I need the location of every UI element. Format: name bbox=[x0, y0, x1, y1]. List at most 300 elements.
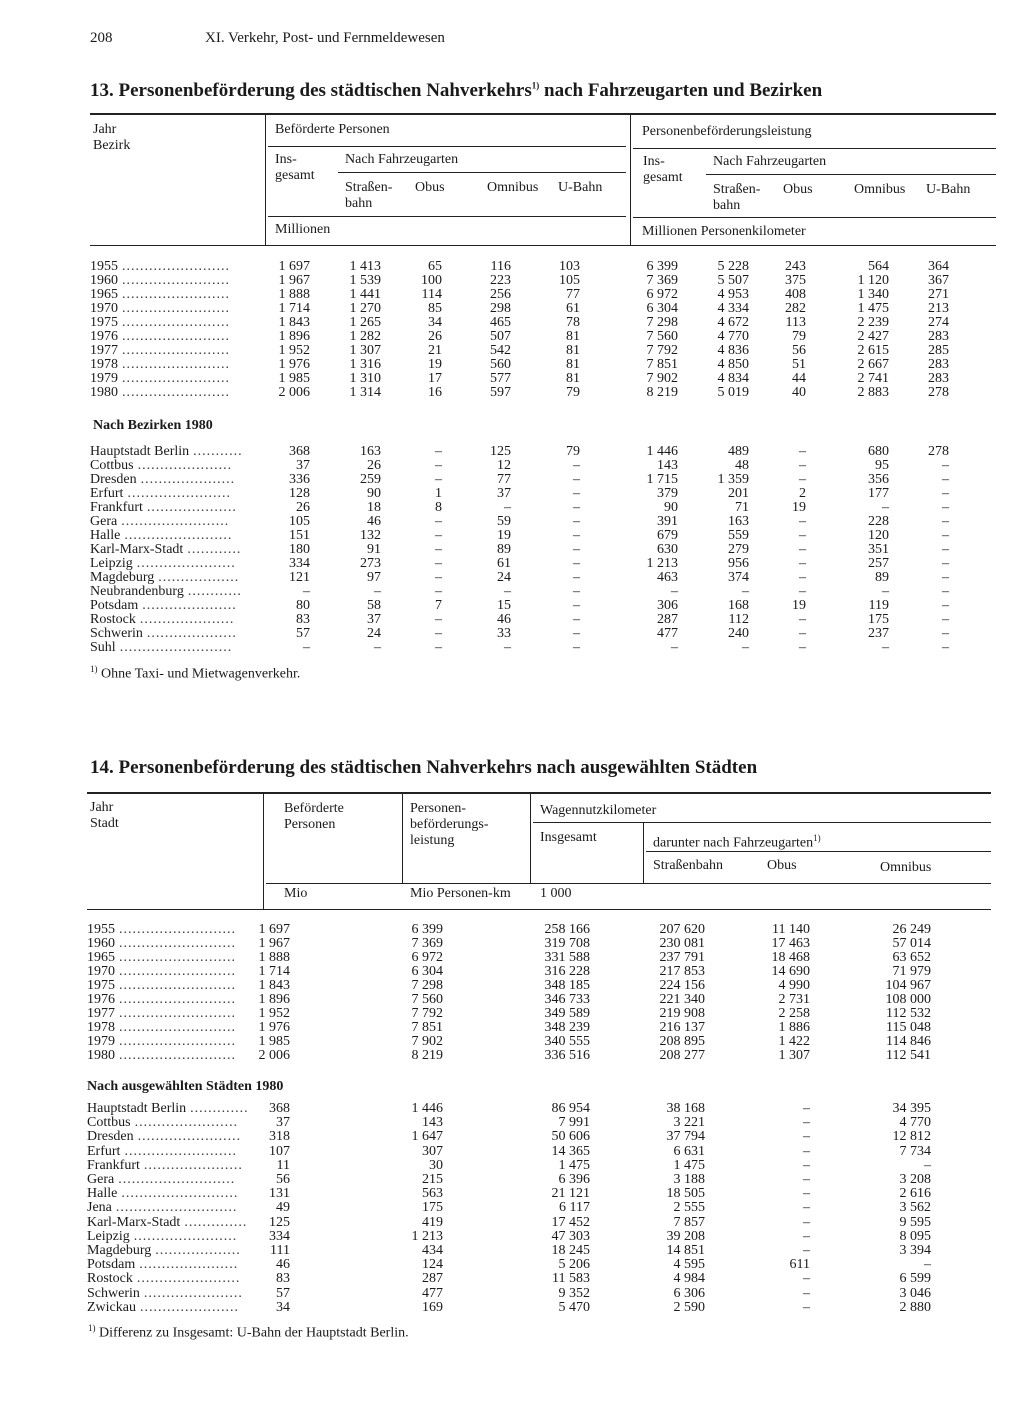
table13-year-cell: 560 bbox=[490, 357, 511, 372]
table13-year-cell: 282 bbox=[785, 301, 806, 316]
table14-city-cell: – bbox=[803, 1129, 810, 1145]
table13-district-cell: 120 bbox=[868, 528, 889, 543]
table13-district-cell: – bbox=[799, 612, 806, 627]
table14-year-cell: 224 156 bbox=[659, 978, 705, 993]
table14-city-row bbox=[0, 1272, 1000, 1286]
table14-city-stub: Leipzig bbox=[87, 1228, 130, 1244]
table14-darunter-rule bbox=[646, 851, 991, 852]
table14-year-cell: 349 589 bbox=[544, 1006, 590, 1021]
table13-district-row bbox=[0, 445, 1000, 459]
table13-insg1: Ins- gesamt bbox=[275, 152, 315, 183]
table14-year-cell: 2 006 bbox=[258, 1048, 290, 1063]
table14-year-cell: 237 791 bbox=[659, 950, 705, 965]
table14-city-cell: – bbox=[803, 1228, 810, 1244]
table13-district-cell: 58 bbox=[367, 598, 381, 613]
table13-district-cell: 477 bbox=[657, 626, 678, 641]
table14-city-cell: 46 bbox=[276, 1257, 290, 1273]
table13-year-cell: 367 bbox=[928, 273, 949, 288]
table13-district-cell: 237 bbox=[868, 626, 889, 641]
table13-district-cell: 105 bbox=[289, 514, 310, 529]
leader-dots: .......................... bbox=[119, 1006, 236, 1021]
table13-head-bottom-rule bbox=[90, 245, 996, 246]
table14-year-cell: 63 652 bbox=[892, 950, 931, 965]
table13-district-cell: 679 bbox=[657, 528, 678, 543]
leader-dots: ....................... bbox=[134, 1115, 239, 1131]
leader-dots: ....................... bbox=[137, 1129, 242, 1145]
table14-year-stub: 1978 bbox=[87, 1020, 115, 1035]
table13-district-cell: 1 213 bbox=[646, 556, 678, 571]
table14-col-omnibus: Omnibus bbox=[880, 860, 932, 875]
table13-year-stub: 1960 bbox=[90, 273, 118, 288]
table14-city-cell: 14 365 bbox=[551, 1143, 590, 1159]
table13-year-row bbox=[0, 372, 1000, 386]
table13-district-stub: Schwerin bbox=[90, 626, 143, 641]
table14-year-cell: 1 422 bbox=[778, 1034, 810, 1049]
table13-year-cell: 1 270 bbox=[349, 301, 381, 316]
table14-city-cell: 287 bbox=[422, 1271, 443, 1287]
table13-obus2: Obus bbox=[783, 182, 813, 197]
table13-district-cell: 257 bbox=[868, 556, 889, 571]
table14-city-cell: 7 991 bbox=[558, 1115, 590, 1131]
table13-unit2: Millionen Personenkilometer bbox=[642, 224, 806, 239]
table14-city-stub: Potsdam bbox=[87, 1257, 136, 1273]
table13-district-cell: 228 bbox=[868, 514, 889, 529]
table14-unit-rule bbox=[266, 883, 991, 884]
table13-year-cell: 283 bbox=[928, 329, 949, 344]
table14-city-cell: – bbox=[803, 1157, 810, 1173]
table14-city-cell: 318 bbox=[269, 1129, 290, 1145]
table14-year-cell: 331 588 bbox=[544, 950, 590, 965]
table13-year-cell: 17 bbox=[428, 371, 442, 386]
leader-dots: .......................... bbox=[119, 922, 236, 937]
table13-district-cell: 163 bbox=[360, 444, 381, 459]
table14-city-cell: 4 984 bbox=[673, 1271, 705, 1287]
table13-ubahn2: U-Bahn bbox=[926, 182, 971, 197]
table14-city-cell: – bbox=[803, 1101, 810, 1116]
table14-city-cell: 131 bbox=[269, 1186, 290, 1202]
table13-year-cell: 4 334 bbox=[717, 301, 749, 316]
table13-year-cell: 1 316 bbox=[349, 357, 381, 372]
table13-year-row bbox=[0, 316, 1000, 330]
table13-year-row bbox=[0, 344, 1000, 358]
table13-district-stub: Frankfurt bbox=[90, 500, 143, 515]
table13-year-stub: 1975 bbox=[90, 315, 118, 330]
table13-year-cell: 100 bbox=[421, 273, 442, 288]
table13-district-cell: 287 bbox=[657, 612, 678, 627]
table14-city-cell: 563 bbox=[422, 1186, 443, 1202]
table13-district-cell: 12 bbox=[497, 458, 511, 473]
table13-district-cell: 33 bbox=[497, 626, 511, 641]
table13-nach2: Nach Fahrzeugarten bbox=[713, 154, 827, 169]
leader-dots: ........... bbox=[193, 444, 243, 459]
table13-district-row bbox=[0, 613, 1000, 627]
table13-year-cell: 507 bbox=[490, 329, 511, 344]
table13-district-cell: – bbox=[799, 528, 806, 543]
table13-district-cell: 19 bbox=[792, 598, 806, 613]
table13-year-cell: 1 896 bbox=[278, 329, 310, 344]
table13-year-cell: 2 239 bbox=[857, 315, 889, 330]
table13-district-cell: – bbox=[799, 626, 806, 641]
table13-year-cell: 1 714 bbox=[278, 301, 310, 316]
table13-unit1: Millionen bbox=[275, 222, 331, 237]
table14-city-cell: – bbox=[803, 1271, 810, 1287]
table13-district-cell: – bbox=[942, 640, 949, 655]
table14-city-row bbox=[0, 1145, 1000, 1159]
table13-district-cell: – bbox=[942, 612, 949, 627]
table13-year-cell: 7 369 bbox=[646, 273, 678, 288]
table14-unit3: 1 000 bbox=[540, 886, 572, 901]
table13-district-cell: 391 bbox=[657, 514, 678, 529]
table13-year-cell: 6 304 bbox=[646, 301, 678, 316]
table13-year-cell: 61 bbox=[566, 301, 580, 316]
table13-nach2-rule bbox=[706, 174, 996, 175]
table13-district-cell: – bbox=[573, 472, 580, 487]
table13-district-cell: 57 bbox=[296, 626, 310, 641]
table14-year-row bbox=[0, 937, 1000, 951]
table13-district-cell: – bbox=[435, 584, 442, 599]
leader-dots: ............ bbox=[187, 542, 242, 557]
table14-city-cell: – bbox=[803, 1285, 810, 1301]
table13-district-row bbox=[0, 473, 1000, 487]
table13-district-cell: – bbox=[573, 500, 580, 515]
table14-year-cell: 1 697 bbox=[258, 922, 290, 937]
table14-city-row bbox=[0, 1258, 1000, 1272]
table14-city-stub: Karl-Marx-Stadt bbox=[87, 1214, 181, 1230]
table13-year-cell: 1 697 bbox=[278, 259, 310, 274]
leader-dots: ........................ bbox=[122, 357, 230, 372]
table13-district-cell: – bbox=[671, 640, 678, 655]
table14-year-stub: 1965 bbox=[87, 950, 115, 965]
table13-year-cell: 1 475 bbox=[857, 301, 889, 316]
table13-district-cell: 26 bbox=[367, 458, 381, 473]
table13-district-cell: 630 bbox=[657, 542, 678, 557]
table13-district-cell: – bbox=[435, 472, 442, 487]
table14-city-cell: 30 bbox=[429, 1157, 443, 1173]
leader-dots: ...................... bbox=[143, 1285, 243, 1301]
table13-district-cell: – bbox=[799, 472, 806, 487]
table14-city-cell: 2 616 bbox=[899, 1186, 931, 1202]
table13-district-cell: 680 bbox=[868, 444, 889, 459]
table14-year-cell: 336 516 bbox=[544, 1048, 590, 1063]
table13-district-cell: 71 bbox=[735, 500, 749, 515]
table13-district-stub: Erfurt bbox=[90, 486, 124, 501]
table13-district-cell: – bbox=[573, 612, 580, 627]
table14-city-cell: 368 bbox=[269, 1101, 290, 1116]
table14-head-bottom-rule bbox=[87, 909, 991, 910]
leader-dots: .................. bbox=[158, 570, 240, 585]
table14-city-cell: – bbox=[803, 1115, 810, 1131]
table14-city-cell: – bbox=[924, 1257, 931, 1273]
table13-district-cell: – bbox=[942, 486, 949, 501]
table14-city-stub: Rostock bbox=[87, 1271, 133, 1287]
table13-district-row bbox=[0, 627, 1000, 641]
table14-city-cell: 1 475 bbox=[558, 1157, 590, 1173]
table13-district-cell: – bbox=[504, 640, 511, 655]
table14-year-row bbox=[0, 993, 1000, 1007]
table13-year-cell: 21 bbox=[428, 343, 442, 358]
leader-dots: ..................... bbox=[137, 458, 233, 473]
table13-district-cell: – bbox=[799, 570, 806, 585]
table14-year-cell: 217 853 bbox=[659, 964, 705, 979]
table13-year-cell: 364 bbox=[928, 259, 949, 274]
table14-city-cell: – bbox=[803, 1172, 810, 1187]
table14-year-cell: 112 532 bbox=[886, 1006, 931, 1021]
table13-district-cell: – bbox=[573, 514, 580, 529]
table13-year-cell: 1 282 bbox=[349, 329, 381, 344]
table14-city-cell: 3 221 bbox=[673, 1115, 705, 1131]
table14-year-cell: 7 298 bbox=[411, 978, 443, 993]
table14-footnote: $^{1)}$ Differenz zu Insgesamt: U-Bahn der Hauptstadt Berlin. bbox=[88, 1323, 409, 1341]
table13-district-cell: 559 bbox=[728, 528, 749, 543]
table14-year-cell: 1 843 bbox=[258, 978, 290, 993]
table13-year-cell: 34 bbox=[428, 315, 442, 330]
table13-district-cell: – bbox=[942, 626, 949, 641]
leader-dots: .......................... bbox=[119, 936, 236, 951]
leader-dots: ........................ bbox=[122, 287, 230, 302]
table14-city-cell: 34 395 bbox=[892, 1101, 931, 1116]
table14-title: 14. Personenbeförderung des städtischen Nahverkehrs nach ausgewählten Städten bbox=[90, 757, 758, 778]
table13-year-cell: 40 bbox=[792, 385, 806, 400]
table13-year-cell: 4 770 bbox=[717, 329, 749, 344]
table14-stub-head: Jahr Stadt bbox=[90, 800, 119, 831]
table13-district-cell: – bbox=[742, 584, 749, 599]
table14-city-cell: 477 bbox=[422, 1285, 443, 1301]
leader-dots: ............. bbox=[190, 1101, 249, 1116]
table13-district-cell: – bbox=[435, 542, 442, 557]
table13-year-cell: 1 307 bbox=[349, 343, 381, 358]
table13-district-cell: 163 bbox=[728, 514, 749, 529]
table14-year-cell: 348 239 bbox=[544, 1020, 590, 1035]
table13-district-cell: – bbox=[799, 514, 806, 529]
table13-district-cell: 1 359 bbox=[717, 472, 749, 487]
table13-year-cell: 103 bbox=[559, 259, 580, 274]
table14-city-row bbox=[0, 1201, 1000, 1215]
table13-year-cell: 7 560 bbox=[646, 329, 678, 344]
table13-district-cell: 61 bbox=[497, 556, 511, 571]
table13-year-cell: 79 bbox=[792, 329, 806, 344]
table13-district-cell: 24 bbox=[497, 570, 511, 585]
table13-year-cell: 114 bbox=[421, 287, 442, 302]
table14-year-cell: 2 731 bbox=[778, 992, 810, 1007]
table13-district-cell: 95 bbox=[875, 458, 889, 473]
table13-year-cell: 283 bbox=[928, 357, 949, 372]
table14-year-cell: 1 967 bbox=[258, 936, 290, 951]
table13-district-cell: 37 bbox=[497, 486, 511, 501]
table13-year-cell: 6 399 bbox=[646, 259, 678, 274]
leader-dots: ........................ bbox=[124, 528, 233, 543]
table13-district-cell: – bbox=[942, 458, 949, 473]
table13-district-cell: 356 bbox=[868, 472, 889, 487]
table13-year-cell: 1 952 bbox=[278, 343, 310, 358]
table14-year-cell: 258 166 bbox=[544, 922, 590, 937]
table13-year-cell: 1 314 bbox=[349, 385, 381, 400]
table14-year-cell: 340 555 bbox=[544, 1034, 590, 1049]
table13-district-cell: – bbox=[882, 640, 889, 655]
table14-city-cell: 107 bbox=[269, 1143, 290, 1159]
table13-district-cell: – bbox=[799, 458, 806, 473]
table13-district-cell: 79 bbox=[566, 444, 580, 459]
leader-dots: .......................... bbox=[119, 992, 236, 1007]
table13-district-stub: Karl-Marx-Stadt bbox=[90, 542, 184, 557]
table14-year-cell: 219 908 bbox=[659, 1006, 705, 1021]
table13-district-cell: – bbox=[573, 598, 580, 613]
leader-dots: .................... bbox=[146, 500, 237, 515]
table14-city-stub: Frankfurt bbox=[87, 1157, 140, 1173]
table13-year-cell: 2 006 bbox=[278, 385, 310, 400]
table14-city-cell: 50 606 bbox=[551, 1129, 590, 1145]
table14-city-row bbox=[0, 1216, 1000, 1230]
table13-strab1: Straßen- bahn bbox=[345, 180, 393, 211]
table14-year-stub: 1979 bbox=[87, 1034, 115, 1049]
table14-city-row bbox=[0, 1116, 1000, 1130]
table13-district-cell: – bbox=[882, 584, 889, 599]
table13-district-cell: – bbox=[435, 612, 442, 627]
table13-year-cell: 6 972 bbox=[646, 287, 678, 302]
table14-city-stub: Zwickau bbox=[87, 1299, 136, 1315]
table14-city-cell: 37 794 bbox=[666, 1129, 705, 1145]
table13-district-row bbox=[0, 641, 1000, 655]
table14-city-cell: 3 046 bbox=[899, 1285, 931, 1301]
table14-city-stub: Hauptstadt Berlin bbox=[87, 1101, 187, 1116]
table13-unit2-rule bbox=[633, 217, 996, 218]
table13-year-cell: 1 265 bbox=[349, 315, 381, 330]
leader-dots: ........................ bbox=[122, 259, 230, 274]
table14-city-row bbox=[0, 1301, 1000, 1315]
table14-city-row bbox=[0, 1102, 1000, 1116]
table13-year-stub: 1978 bbox=[90, 357, 118, 372]
table13-district-cell: 273 bbox=[360, 556, 381, 571]
table13-year-cell: 5 507 bbox=[717, 273, 749, 288]
table14-city-cell: 4 595 bbox=[673, 1257, 705, 1273]
table14-year-stub: 1976 bbox=[87, 992, 115, 1007]
table13-district-cell: – bbox=[374, 640, 381, 655]
table14-year-cell: 208 895 bbox=[659, 1034, 705, 1049]
table13-year-cell: 1 441 bbox=[349, 287, 381, 302]
table14-city-stub: Erfurt bbox=[87, 1143, 121, 1159]
table13-year-cell: 285 bbox=[928, 343, 949, 358]
table13-year-stub: 1977 bbox=[90, 343, 118, 358]
table13-year-cell: 2 615 bbox=[857, 343, 889, 358]
table13-district-cell: – bbox=[573, 486, 580, 501]
table13-district-cell: 1 715 bbox=[646, 472, 678, 487]
table13-year-cell: 2 883 bbox=[857, 385, 889, 400]
table14-city-stub: Dresden bbox=[87, 1129, 134, 1145]
table13-district-cell: – bbox=[942, 570, 949, 585]
table13-district-cell: – bbox=[799, 444, 806, 459]
table13-district-stub: Hauptstadt Berlin bbox=[90, 444, 190, 459]
table14-city-cell: 6 631 bbox=[673, 1143, 705, 1159]
table14-city-cell: 49 bbox=[276, 1200, 290, 1216]
table14-city-cell: 14 851 bbox=[666, 1243, 705, 1258]
table14-city-cell: 5 206 bbox=[558, 1257, 590, 1273]
table14-vrule-2 bbox=[402, 792, 403, 884]
leader-dots: ........................ bbox=[122, 371, 230, 386]
table14-city-stub: Magdeburg bbox=[87, 1243, 152, 1258]
table13-year-cell: 256 bbox=[490, 287, 511, 302]
leader-dots: ....................... bbox=[133, 1228, 238, 1244]
table13-vrule-stub bbox=[265, 113, 266, 246]
table13-district-cell: 37 bbox=[367, 612, 381, 627]
table13-title: 13. Personenbeförderung des städtischen Nahverkehrs$^{1)}$ nach Fahrzeugarten und Bezirken bbox=[90, 80, 823, 101]
table13-g2-rule bbox=[633, 148, 996, 149]
table13-vrule-mid bbox=[630, 113, 631, 246]
table14-city-row bbox=[0, 1159, 1000, 1173]
leader-dots: ....................... bbox=[127, 486, 231, 501]
table14-city-cell: 11 bbox=[276, 1157, 290, 1173]
table14-city-stub: Schwerin bbox=[87, 1285, 140, 1301]
table13-year-cell: 274 bbox=[928, 315, 949, 330]
table13-district-row bbox=[0, 515, 1000, 529]
table14-year-stub: 1975 bbox=[87, 978, 115, 993]
leader-dots: .......................... bbox=[121, 1186, 239, 1202]
table13-year-cell: 375 bbox=[785, 273, 806, 288]
table13-district-cell: 2 bbox=[799, 486, 806, 501]
table14-city-cell: 7 734 bbox=[899, 1143, 931, 1159]
table14-city-cell: 12 812 bbox=[892, 1129, 931, 1145]
table13-year-cell: 278 bbox=[928, 385, 949, 400]
table13-district-cell: 91 bbox=[367, 542, 381, 557]
table14-city-cell: 124 bbox=[422, 1257, 443, 1273]
table14-city-row bbox=[0, 1287, 1000, 1301]
table14-year-cell: 14 690 bbox=[771, 964, 810, 979]
table13-year-row bbox=[0, 386, 1000, 400]
table13-year-cell: 5 019 bbox=[717, 385, 749, 400]
table14-year-cell: 1 714 bbox=[258, 964, 290, 979]
table13-year-cell: 81 bbox=[566, 329, 580, 344]
table13-district-stub: Magdeburg bbox=[90, 570, 155, 585]
table14-year-cell: 18 468 bbox=[771, 950, 810, 965]
leader-dots: .................... bbox=[146, 626, 237, 641]
leader-dots: .......................... bbox=[119, 1020, 236, 1035]
table14-year-cell: 71 979 bbox=[892, 964, 931, 979]
table13-district-cell: 463 bbox=[657, 570, 678, 585]
table14-year-cell: 115 048 bbox=[886, 1020, 931, 1035]
table13-year-cell: 1 539 bbox=[349, 273, 381, 288]
table14-year-cell: 216 137 bbox=[659, 1020, 705, 1035]
table13-district-cell: 46 bbox=[367, 514, 381, 529]
table14-city-stub: Gera bbox=[87, 1172, 115, 1187]
table13-district-cell: – bbox=[942, 556, 949, 571]
table13-nach1-rule bbox=[338, 172, 626, 173]
table13-year-cell: 113 bbox=[785, 315, 806, 330]
table13-district-cell: 18 bbox=[367, 500, 381, 515]
table13-year-cell: 81 bbox=[566, 357, 580, 372]
table14-city-cell: – bbox=[803, 1243, 810, 1258]
table13-district-cell: 80 bbox=[296, 598, 310, 613]
table13-year-cell: 223 bbox=[490, 273, 511, 288]
table14-year-cell: 6 399 bbox=[411, 922, 443, 937]
table14-year-stub: 1960 bbox=[87, 936, 115, 951]
table14-city-row bbox=[0, 1230, 1000, 1244]
table14-year-stub: 1970 bbox=[87, 964, 115, 979]
leader-dots: ........................... bbox=[115, 1200, 238, 1216]
leader-dots: .......................... bbox=[119, 1034, 236, 1049]
table13-year-cell: 1 310 bbox=[349, 371, 381, 386]
table13-district-cell: – bbox=[882, 500, 889, 515]
table14-city-cell: 18 245 bbox=[551, 1243, 590, 1258]
table13-omnibus2: Omnibus bbox=[854, 182, 906, 197]
table13-district-cell: 351 bbox=[868, 542, 889, 557]
table13-obus1: Obus bbox=[415, 180, 445, 195]
table14-city-cell: 9 595 bbox=[899, 1214, 931, 1230]
table13-district-row bbox=[0, 599, 1000, 613]
table13-district-cell: 151 bbox=[289, 528, 310, 543]
table14-city-cell: 169 bbox=[422, 1299, 443, 1315]
table14-city-stub: Halle bbox=[87, 1186, 118, 1202]
table13-year-cell: 81 bbox=[566, 343, 580, 358]
table13-district-row bbox=[0, 501, 1000, 515]
table13-district-cell: 121 bbox=[289, 570, 310, 585]
